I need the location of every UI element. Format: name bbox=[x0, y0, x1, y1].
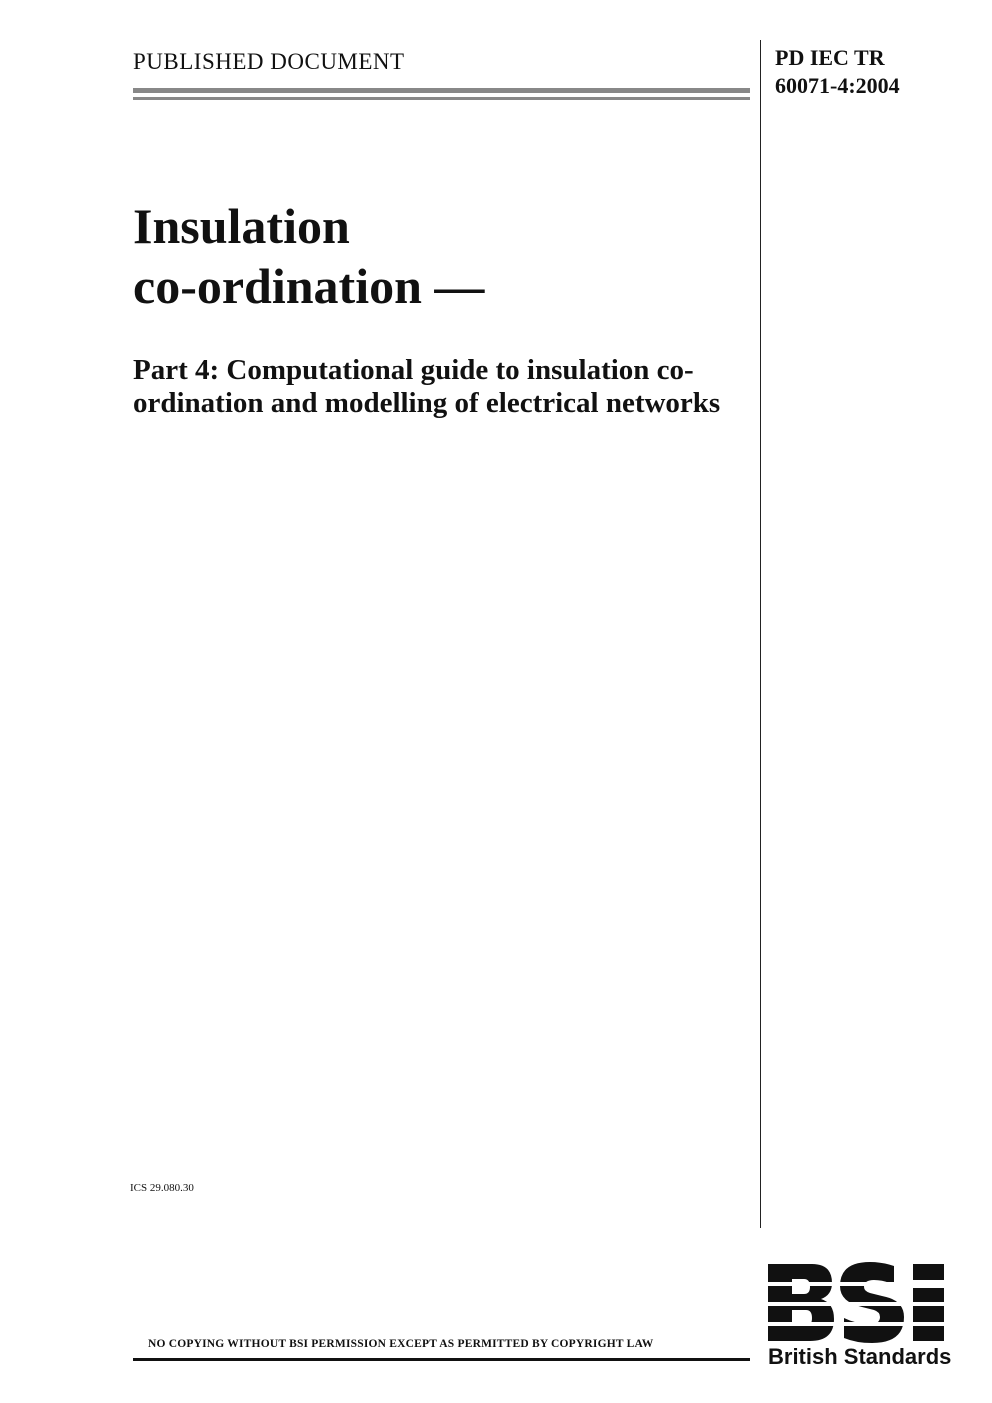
title-line2: co-ordination — bbox=[133, 258, 485, 314]
published-document-label: PUBLISHED DOCUMENT bbox=[133, 49, 405, 74]
document-id-line2: 60071-4:2004 bbox=[775, 73, 900, 98]
british-standards-caption: British Standards bbox=[768, 1344, 952, 1369]
header-rule-thin bbox=[133, 97, 750, 100]
title-line1: Insulation bbox=[133, 198, 350, 254]
copyright-rule bbox=[133, 1358, 750, 1361]
copyright-notice: NO COPYING WITHOUT BSI PERMISSION EXCEPT AS PERMITTED BY COPYRIGHT LAW bbox=[148, 1338, 654, 1350]
vertical-divider bbox=[760, 40, 761, 1228]
document-title bbox=[133, 196, 484, 316]
header-rule-thick bbox=[133, 88, 750, 93]
document-subtitle: Part 4: Computational guide to insulation co-ordination and modelling of electrical networks bbox=[133, 354, 721, 419]
document-id bbox=[775, 44, 900, 100]
document-id-line1: PD IEC TR bbox=[775, 45, 885, 70]
ics-code: ICS 29.080.30 bbox=[130, 1182, 194, 1194]
